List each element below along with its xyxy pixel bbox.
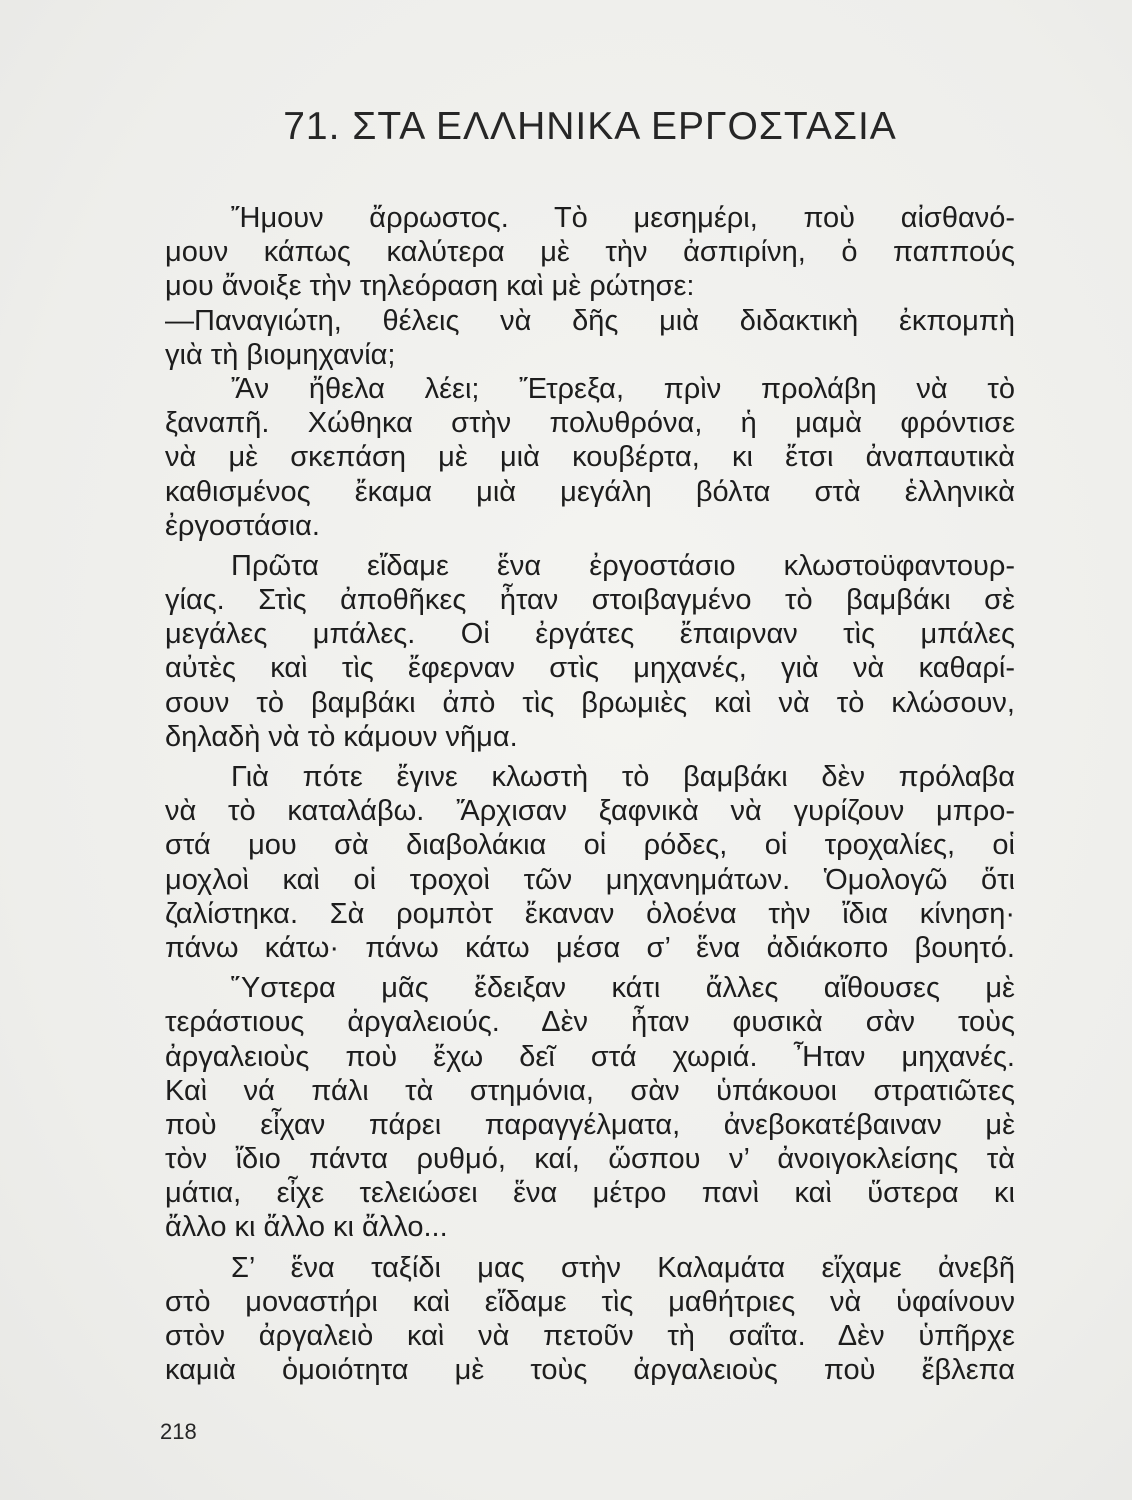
text-line: Γιὰ πότε ἔγινε κλωστὴ τὸ βαμβάκι δὲν πρόλαβα [231, 761, 1015, 793]
text-line: Ὕστερα μᾶς ἔδειξαν κάτι ἄλλες αἴθουσες μὲ [231, 972, 1015, 1005]
text-line: πάνω κάτω· πάνω κάτω μέσα σ’ ἕνα ἀδιάκοπο βουητό. [165, 931, 1015, 964]
text-line: νὰ μὲ σκεπάση μὲ μιὰ κουβέρτα, κι ἔτσι ἀναπαυτικὰ [165, 441, 1015, 474]
text-line: Καὶ νά πάλι τὰ στημόνια, σὰν ὑπάκουοι στρατιῶτες [165, 1074, 1015, 1107]
text-line: σουν τὸ βαμβάκι ἀπὸ τὶς βρωμιὲς καὶ νὰ τὸ κλώσουν, [165, 686, 1015, 719]
text-line: Πρῶτα εἴδαμε ἕνα ἐργοστάσιο κλωστοϋφαντουρ- [231, 549, 1015, 582]
text-line: —Παναγιώτη, θέλεις νὰ δῆς μιὰ διδακτικὴ ἐκπομπὴ [165, 304, 1015, 337]
text-line: δηλαδὴ νὰ τὸ κάμουν νῆμα. [165, 720, 518, 753]
text-line: Ἄν ἤθελα λέει; Ἔτρεξα, πρὶν προλάβη νὰ τὸ [231, 372, 1015, 405]
chapter-body [165, 201, 1015, 1387]
text-line: γιὰ τὴ βιομηχανία; [165, 338, 396, 371]
text-line: ποὺ εἶχαν πάρει παραγγέλματα, ἀνεβοκατέβαιναν μὲ [165, 1108, 1015, 1141]
text-line: στὸν ἀργαλειὸ καὶ νὰ πετοῦν τὴ σαΐτα. Δὲν ὑπῆρχε [165, 1320, 1015, 1352]
chapter-title: 71. ΣΤΑ ΕΛΛΗΝΙΚΑ ΕΡΓΟΣΤΑΣΙΑ [283, 105, 897, 148]
paragraph [165, 971, 1015, 1245]
text-line: ξαναπῆ. Χώθηκα στὴν πολυθρόνα, ἡ μαμὰ φρόντισε [165, 407, 1015, 440]
text-line: στά μου σὰ διαβολάκια οἱ ρόδες, οἱ τροχαλίες, οἱ [165, 829, 1015, 862]
paragraph [165, 1251, 1015, 1388]
text-line: μάτια, εἶχε τελειώσει ἕνα μέτρο πανὶ καὶ ὕστερα κι [165, 1177, 1015, 1210]
text-line: ἄλλο κι ἄλλο κι ἄλλο... [165, 1211, 448, 1244]
text-line: Ἤμουν ἄρρωστος. Τὸ μεσημέρι, ποὺ αἰσθανό- [231, 202, 1015, 234]
text-line: ἀργαλειοὺς ποὺ ἔχω δεῖ στά χωριά. Ἦταν μηχανές. [165, 1040, 1015, 1073]
text-line: τεράστιους ἀργαλειούς. Δὲν ἦταν φυσικὰ σὰν τοὺς [165, 1006, 1015, 1039]
text-line: μου ἄνοιξε τὴν τηλεόραση καὶ μὲ ρώτησε: [165, 270, 695, 303]
text-line: μουν κάπως καλύτερα μὲ τὴν ἀσπιρίνη, ὁ παππούς [165, 236, 1015, 269]
text-line: τὸν ἴδιο πάντα ρυθμό, καί, ὥσπου ν’ ἀνοιγοκλείσης τὰ [165, 1143, 1015, 1176]
text-line: καθισμένος ἔκαμα μιὰ μεγάλη βόλτα στὰ ἑλληνικὰ [165, 475, 1015, 508]
text-line: Σ’ ἕνα ταξίδι μας στὴν Καλαμάτα εἴχαμε ἀνεβῆ [231, 1251, 1015, 1284]
text-line: καμιὰ ὁμοιότητα μὲ τοὺς ἀργαλειοὺς ποὺ ἔβλεπα [165, 1354, 1015, 1387]
text-line: ζαλίστηκα. Σὰ ρομπὸτ ἔκαναν ὁλοένα τὴν ἴδια κίνηση· [165, 897, 1015, 930]
paragraph [165, 201, 1015, 543]
paragraph [165, 760, 1015, 965]
text-line: μεγάλες μπάλες. Οἱ ἐργάτες ἔπαιρναν τὶς μπάλες [165, 618, 1015, 651]
text-line: γίας. Στὶς ἀποθῆκες ἦταν στοιβαγμένο τὸ βαμβάκι σὲ [165, 584, 1015, 617]
text-line: νὰ τὸ καταλάβω. Ἄρχισαν ξαφνικὰ νὰ γυρίζουν μπρο- [165, 795, 1015, 828]
text-line: ἐργοστάσια. [165, 509, 320, 542]
text-line: αὐτὲς καὶ τὶς ἔφερναν στὶς μηχανές, γιὰ νὰ καθαρί- [165, 652, 1015, 685]
text-line: μοχλοὶ καὶ οἱ τροχοὶ τῶν μηχανημάτων. Ὁμολογῶ ὅτι [165, 863, 1015, 896]
text-line: στὸ μοναστήρι καὶ εἴδαμε τὶς μαθήτριες νὰ ὑφαίνουν [165, 1285, 1015, 1318]
page-number: 218 [160, 1419, 197, 1444]
paragraph [165, 549, 1015, 754]
